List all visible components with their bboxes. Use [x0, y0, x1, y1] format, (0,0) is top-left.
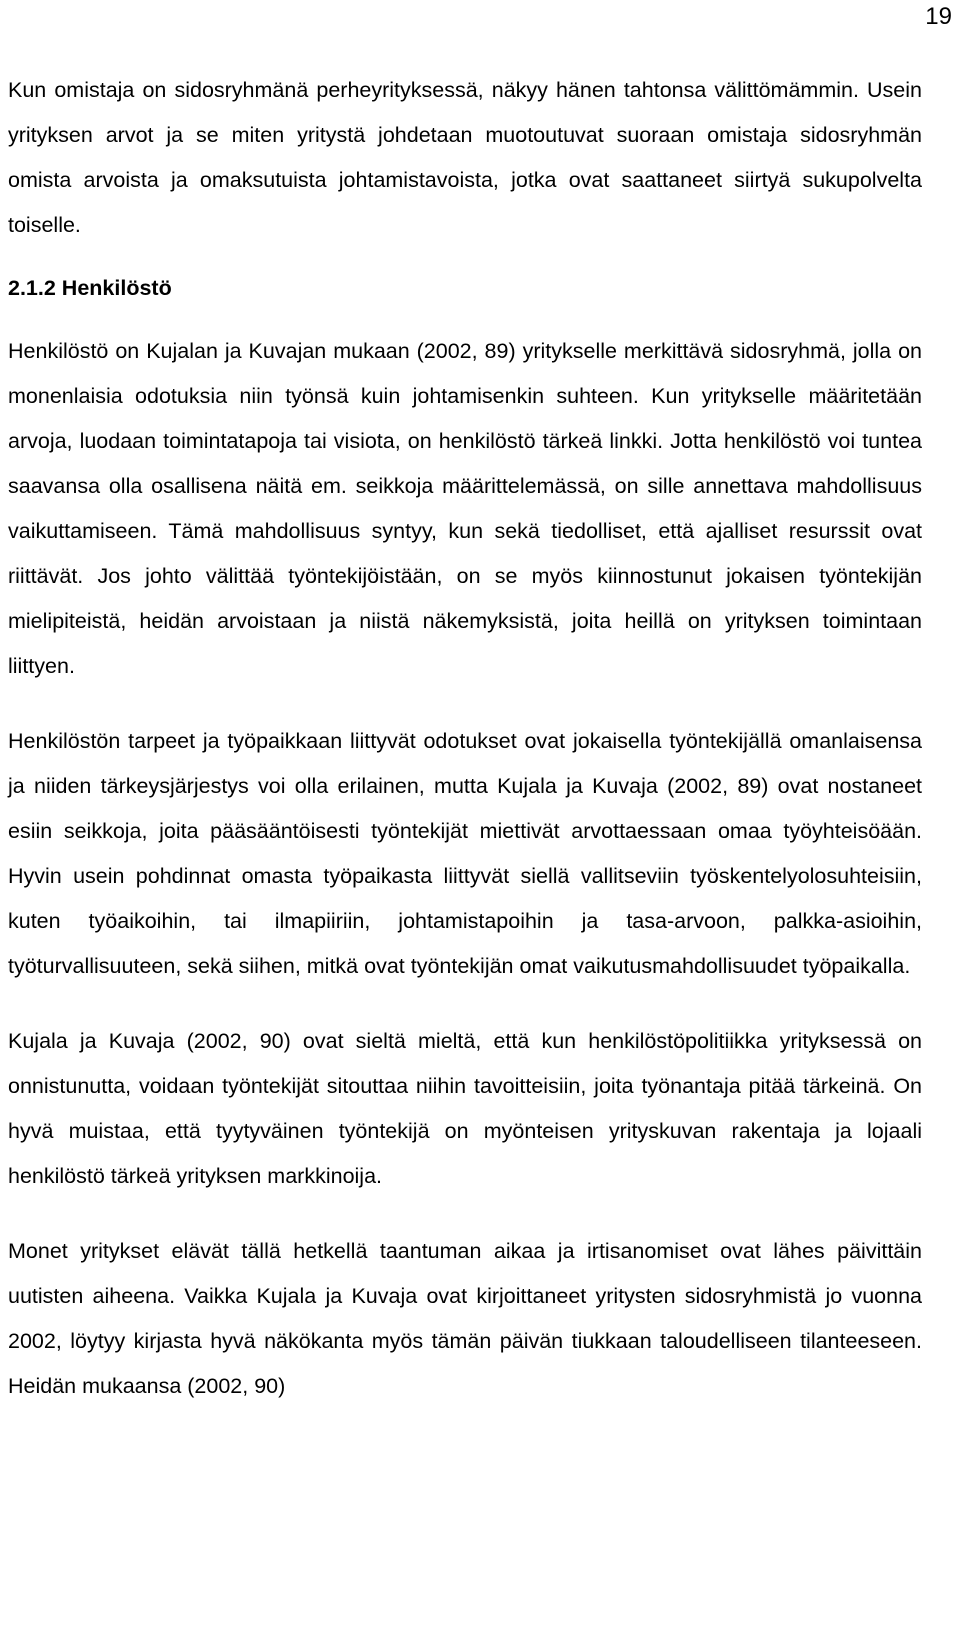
page-number: 19 — [925, 3, 952, 30]
paragraph-recession: Monet yritykset elävät tällä hetkellä taantuman aikaa ja irtisanomiset ovat lähes päivittäin uutisten aiheena. Vaikka Kujala ja Kuvaja ovat kirjoittaneet yritysten sidosryhmistä jo vuonna 2002, löytyy kirjasta hyvä näkökanta myös tämän päivän tiukkaan taloudelliseen tilanteeseen. Heidän mukaansa (2002, 90) — [8, 1239, 922, 1398]
spacer — [8, 689, 922, 719]
paragraph-personnel: Henkilöstö on Kujalan ja Kuvajan mukaan (2002, 89) yritykselle merkittävä sidosryhmä, jolla on monenlaisia odotuksia niin työnsä kuin johtamisenkin suhteen. Kun yritykselle määritetään arvoja, luodaan toimintatapoja tai visiota, on henkilöstö tärkeä linkki. Jotta henkilöstö voi tuntea saavansa olla osallisena näitä em. seikkoja määrittelemässä, on sille annettava mahdollisuus vaikuttamiseen. Tämä mahdollisuus syntyy, kun sekä tiedolliset, että ajalliset resurssit ovat riittävät. Jos johto välittää työntekijöistään, on se myös kiinnostunut jokaisen työntekijän mielipiteistä, heidän arvoistaan ja niistä näkemyksistä, joita heillä on yrityksen toimintaan liittyen. — [8, 339, 922, 678]
spacer — [8, 989, 922, 1019]
document-body — [8, 68, 922, 1409]
paragraph-personnel-policy: Kujala ja Kuvaja (2002, 90) ovat sieltä mieltä, että kun henkilöstöpolitiikka yrityksessä on onnistunutta, voidaan työntekijät sitouttaa niihin tavoitteisiin, joita työnantaja pitää tärkeinä. On hyvä muistaa, että tyytyväinen työntekijä on myönteisen yrityskuvan rakentaja ja lojaali henkilöstö tärkeä yrityksen markkinoija. — [8, 1029, 922, 1188]
spacer — [8, 1199, 922, 1229]
section-heading: 2.1.2 Henkilöstö — [8, 276, 172, 300]
spacer — [8, 311, 922, 329]
spacer — [8, 248, 922, 266]
paragraph-owner-stakeholder: Kun omistaja on sidosryhmänä perheyrityksessä, näkyy hänen tahtonsa välittömämmin. Usein yrityksen arvot ja se miten yritystä johdetaan muotoutuvat suoraan omistaja sidosryhmän omista arvoista ja omaksutuista johtamistavoista, jotka ovat saattaneet siirtyä sukupolvelta toiselle. — [8, 78, 922, 237]
paragraph-personnel-needs: Henkilöstön tarpeet ja työpaikkaan liittyvät odotukset ovat jokaisella työntekijällä omanlaisensa ja niiden tärkeysjärjestys voi olla erilainen, mutta Kujala ja Kuvaja (2002, 89) ovat nostaneet esiin seikkoja, joita pääsääntöisesti työntekijät miettivät arvottaessaan omaa työyhteisöään. Hyvin usein pohdinnat omasta työpaikasta liittyvät siellä vallitseviin työskentelyolosuhteisiin, kuten työaikoihin, tai ilmapiiriin, johtamistapoihin ja tasa-arvoon, palkka-asioihin, työturvallisuuteen, sekä siihen, mitkä ovat työntekijän omat vaikutusmahdollisuudet työpaikalla. — [8, 729, 922, 978]
